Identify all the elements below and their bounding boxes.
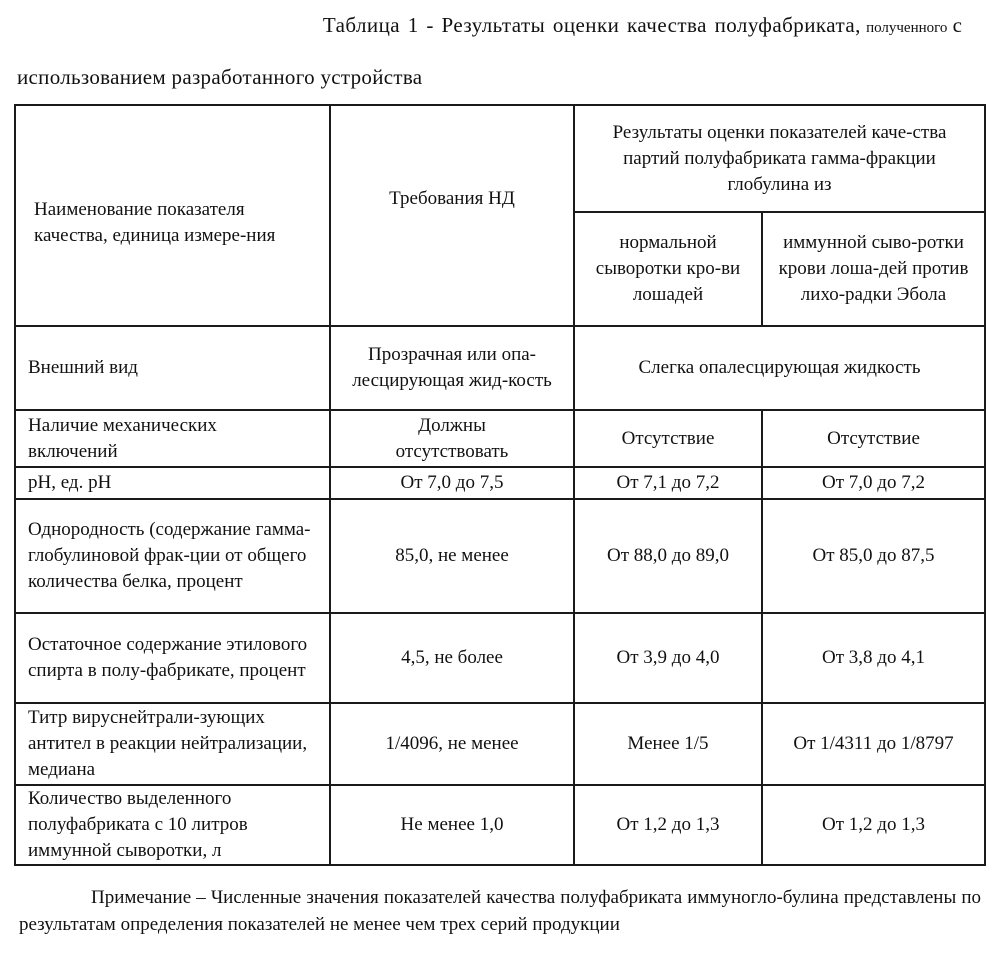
row-normal-result: Менее 1/5 (574, 703, 762, 785)
row-requirement: Прозрачная или опа-лесцирующая жид-кость (330, 326, 574, 410)
row-normal-result: От 1,2 до 1,3 (574, 785, 762, 865)
row-immune-result: Отсутствие (762, 410, 985, 467)
table-row (15, 326, 985, 410)
table-row (15, 613, 985, 703)
row-merged-result: Слегка опалесцирующая жидкость (574, 326, 985, 410)
caption-lead: Таблица 1 - Результаты оценки качества полуфабриката, (322, 13, 861, 37)
header-normal-serum: нормальной сыворотки кро-ви лошадей (574, 212, 762, 326)
row-indicator: Наличие механических включений (15, 410, 330, 467)
row-indicator: pH, ед. pH (15, 467, 330, 499)
table-row (15, 703, 985, 785)
header-indicator: Наименование показателя качества, единица измере-ния (15, 105, 330, 326)
row-immune-result: От 3,8 до 4,1 (762, 613, 985, 703)
table-row (15, 785, 985, 865)
row-requirement: От 7,0 до 7,5 (330, 467, 574, 499)
table-caption (0, 0, 1000, 100)
row-requirement: Должны отсутствовать (330, 410, 574, 467)
row-immune-result: От 1/4311 до 1/8797 (762, 703, 985, 785)
row-immune-result: От 7,0 до 7,2 (762, 467, 985, 499)
quality-results-table (14, 104, 986, 953)
caption-tail: с (952, 13, 962, 37)
table-row (15, 410, 985, 467)
row-indicator: Остаточное содержание этилового спирта в полу-фабрикате, процент (15, 613, 330, 703)
row-immune-result: От 1,2 до 1,3 (762, 785, 985, 865)
table-row (15, 499, 985, 613)
row-indicator: Титр вируснейтрали-зующих антител в реакции нейтрализации, медиана (15, 703, 330, 785)
row-normal-result: От 3,9 до 4,0 (574, 613, 762, 703)
caption-small-word: полученного (866, 20, 948, 36)
row-normal-result: От 7,1 до 7,2 (574, 467, 762, 499)
row-normal-result: От 88,0 до 89,0 (574, 499, 762, 613)
row-requirement: 4,5, не более (330, 613, 574, 703)
header-row-1 (15, 105, 985, 212)
caption-line-2: использованием разработанного устройства (17, 65, 423, 89)
row-normal-result: Отсутствие (574, 410, 762, 467)
row-requirement: 1/4096, не менее (330, 703, 574, 785)
row-immune-result: От 85,0 до 87,5 (762, 499, 985, 613)
header-results-group: Результаты оценки показателей каче-ства партий полуфабриката гамма-фракции глобулина из (574, 105, 985, 212)
table-note: Примечание – Численные значения показателей качества полуфабриката иммуногло-булина представлены по результатам определения показателей не менее чем трех серий продукции (15, 865, 985, 953)
row-indicator: Количество выделенного полуфабриката с 10 литров иммунной сыворотки, л (15, 785, 330, 865)
note-row (15, 865, 985, 953)
row-indicator: Однородность (содержание гамма-глобулиновой фрак-ции от общего количества белка, процент (15, 499, 330, 613)
header-requirements: Требования НД (330, 105, 574, 326)
header-immune-serum: иммунной сыво-ротки крови лоша-дей против лихо-радки Эбола (762, 212, 985, 326)
row-indicator: Внешний вид (15, 326, 330, 410)
row-requirement: Не менее 1,0 (330, 785, 574, 865)
caption-line-1 (0, 0, 1000, 48)
table-row (15, 467, 985, 499)
row-requirement: 85,0, не менее (330, 499, 574, 613)
